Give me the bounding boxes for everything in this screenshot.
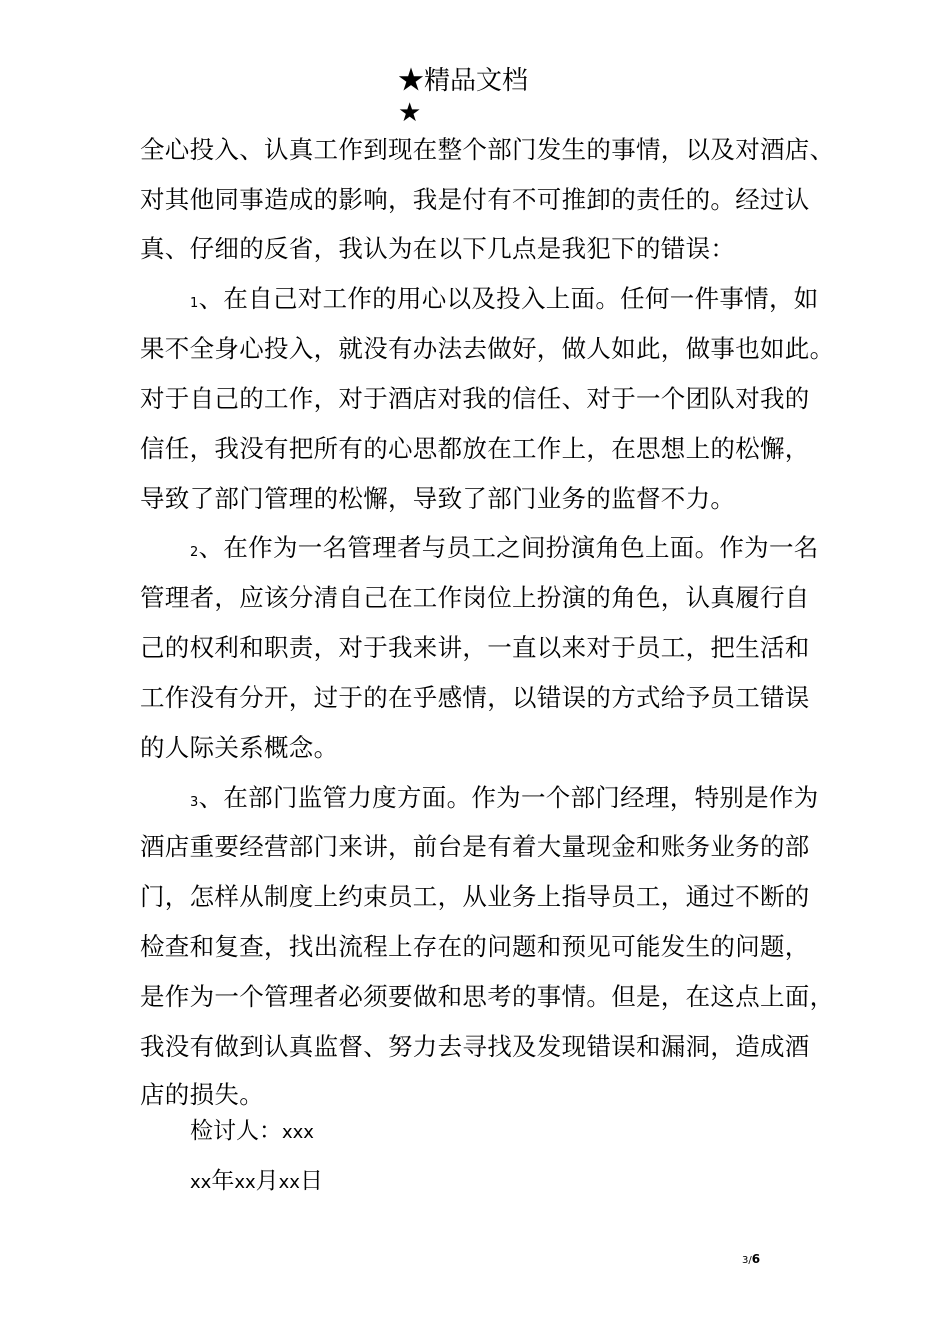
body-line: 信任，我没有把所有的心思都放在工作上，在思想上的松懈， [140, 434, 810, 463]
date-year-value: xx [190, 1172, 212, 1193]
body-line: 导致了部门管理的松懈，导致了部门业务的监督不力。 [140, 484, 736, 513]
date-month-value: xx [234, 1172, 256, 1193]
document-header-title: ★精品文档 [398, 66, 529, 96]
body-line: 检查和复查，找出流程上存在的问题和预见可能发生的问题， [140, 932, 810, 961]
page-current: 3/ [742, 1255, 752, 1266]
list-number: 3 [190, 795, 199, 810]
body-line: 对于自己的工作，对于酒店对我的信任、对于一个团队对我的 [140, 384, 810, 413]
date-day-unit: 日 [299, 1168, 323, 1194]
body-line: 工作没有分开，过于的在乎感情，以错误的方式给予员工错误 [140, 683, 810, 712]
body-line: 果不全身心投入，就没有办法去做好，做人如此，做事也如此。 [140, 334, 835, 363]
body-line: 门，怎样从制度上约束员工，从业务上指导员工，通过不断的 [140, 882, 810, 911]
date-month-unit: 月 [255, 1168, 279, 1194]
page-total: 6 [751, 1252, 761, 1266]
body-line: 我没有做到认真监督、努力去寻找及发现错误和漏洞，造成酒 [140, 1032, 810, 1061]
date-day-value: xx [278, 1172, 300, 1193]
list-item-3 [190, 783, 819, 818]
body-line: 店的损失。 [140, 1080, 264, 1109]
reviewer-signature [190, 1116, 314, 1148]
body-line: 对其他同事造成的影响，我是付有不可推卸的责任的。经过认 [140, 185, 810, 214]
list-item-text: 、在自己对工作的用心以及投入上面。任何一件事情，如 [198, 284, 819, 313]
signature-date [190, 1166, 323, 1198]
body-line: 酒店重要经营部门来讲，前台是有着大量现金和账务业务的部 [140, 832, 810, 861]
reviewer-label: 检讨人： [190, 1118, 282, 1144]
body-line: 是作为一个管理者必须要做和思考的事情。但是，在这点上面， [140, 982, 835, 1011]
list-number: 2 [190, 545, 199, 560]
list-item-2 [190, 533, 819, 568]
list-item-text: 、在作为一名管理者与员工之间扮演角色上面。作为一名 [198, 533, 819, 562]
body-line: 全心投入、认真工作到现在整个部门发生的事情，以及对酒店、 [140, 135, 835, 164]
list-item-1 [190, 284, 819, 319]
page-number [742, 1252, 760, 1268]
reviewer-name: xxx [282, 1122, 314, 1143]
date-year-unit: 年 [211, 1168, 235, 1194]
list-item-text: 、在部门监管力度方面。作为一个部门经理，特别是作为 [198, 783, 819, 812]
header-star-icon: ★ [398, 98, 422, 128]
body-line: 的人际关系概念。 [140, 733, 339, 762]
body-line: 真、仔细的反省，我认为在以下几点是我犯下的错误： [140, 234, 736, 263]
list-number: 1 [190, 296, 199, 311]
body-line: 己的权利和职责，对于我来讲，一直以来对于员工，把生活和 [140, 633, 810, 662]
body-line: 管理者，应该分清自己在工作岗位上扮演的角色，认真履行自 [140, 583, 810, 612]
